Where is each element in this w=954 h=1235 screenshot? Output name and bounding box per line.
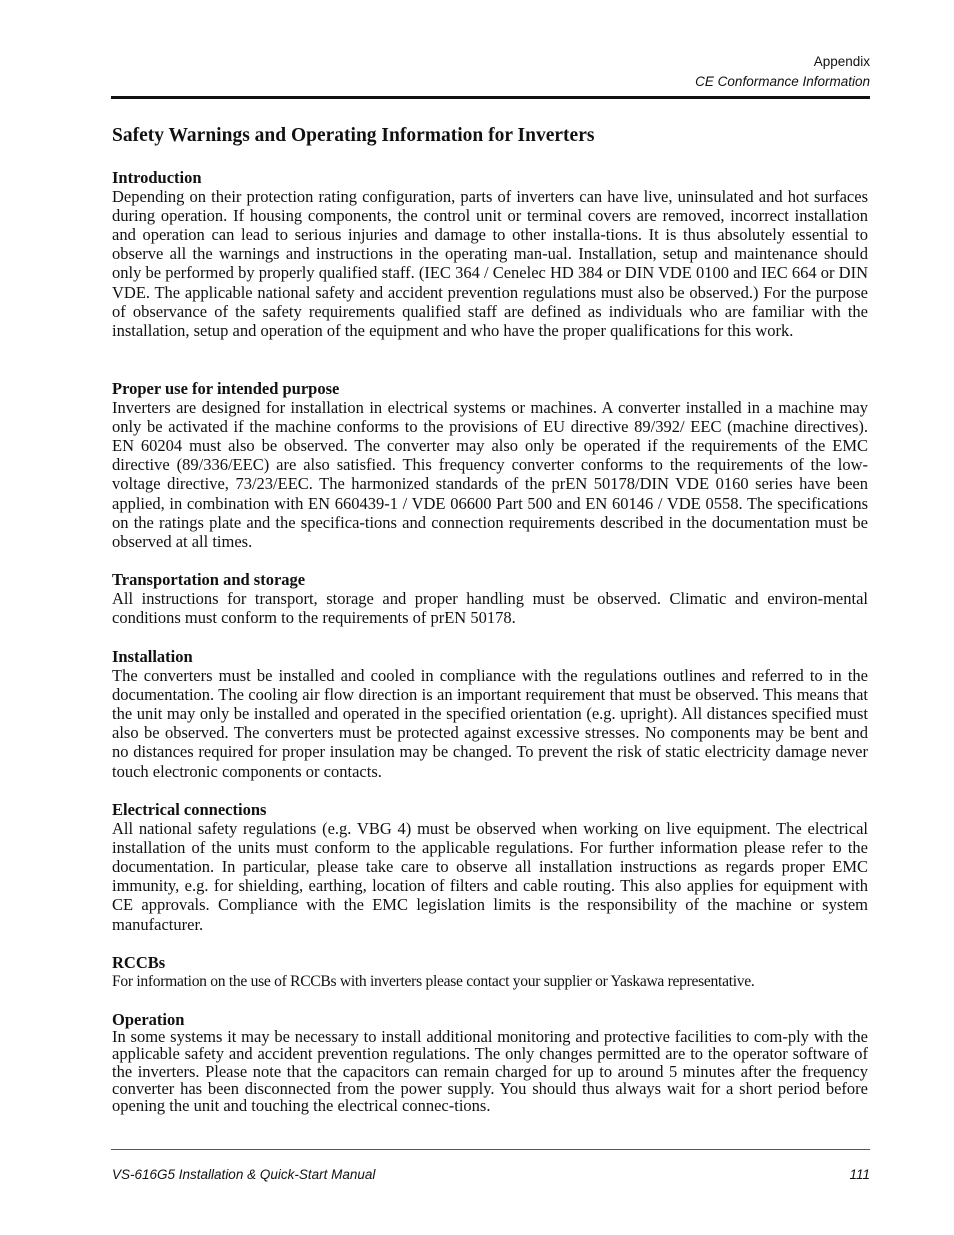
running-header xyxy=(695,52,870,92)
section-operation xyxy=(112,1011,868,1114)
section-body: All instructions for transport, storage and proper handling must be observed. Climatic and environ-mental conditions must conform to the requirements of prEN 50178. xyxy=(112,589,868,628)
section-body: In some systems it may be necessary to install additional monitoring and protective facilities to com-ply with the applicable safety and accident prevention regulations. The only changes permitted are to the operator software of the inverters. Please note that the capacitors can remain charged for up to around 5 minutes after the frequency converter has been disconnected from the power supply. You should thus always wait for a short period before opening the unit and touching the electrical connec-tions. xyxy=(112,1027,868,1116)
footer-rule xyxy=(111,1149,870,1150)
section-electrical-connections xyxy=(112,800,868,934)
section-heading: Transportation and storage xyxy=(112,570,306,589)
section-heading: RCCBs xyxy=(112,953,166,972)
header-rule xyxy=(111,96,870,99)
section-body: For information on the use of RCCBs with inverters please contact your supplier or Yaskawa representative. xyxy=(112,973,755,991)
section-introduction xyxy=(112,168,868,340)
page-number: 111 xyxy=(849,1167,870,1182)
section-proper-use xyxy=(112,379,868,551)
section-body: Inverters are designed for installation in electrical systems or machines. A converter installed in a machine may only be activated if the machine conforms to the provisions of EU directive 89/392/ EEC (machine directives). EN 60204 must also be observed. The converter may also only be operated if the requirements of the EMC directive (89/336/EEC) are also satisfied. This frequency converter conforms to the requirements of the low-voltage directive, 73/23/EEC. The harmonized standards of the prEN 50178/DIN VDE 0160 series have been applied, in combination with EN 660439-1 / VDE 06600 Part 500 and EN 60146 / VDE 0558. The specifications on the ratings plate and the specifica-tions and connection requirements described in the documentation must be observed at all times. xyxy=(112,398,868,551)
section-body: The converters must be installed and cooled in compliance with the regulations outlines and referred to in the documentation. The cooling air flow direction is an important requirement that must be observed. This means that the unit may only be installed and operated in the specified orientation (e.g. upright). All distances specified must also be observed. The converters must be protected against excessive stresses. No components may be bent and no distances required for proper insulation may be changed. To prevent the risk of static electricity damage never touch electronic components or contacts. xyxy=(112,666,868,781)
section-rccbs xyxy=(112,953,868,991)
footer-manual-title: VS-616G5 Installation & Quick-Start Manual xyxy=(112,1167,376,1182)
page-title: Safety Warnings and Operating Information for Inverters xyxy=(112,125,595,146)
section-heading: Electrical connections xyxy=(112,800,267,819)
section-body: All national safety regulations (e.g. VBG 4) must be observed when working on live equipment. The electrical installation of the units must conform to the applicable regulations. For further information please refer to the documentation. In particular, please take care to observe all installation instructions as regards proper EMC immunity, e.g. for shielding, earthing, location of filters and cable routing. This also applies for equipment with CE approvals. Compliance with the EMC legislation limits is the responsibility of the machine or system manufacturer. xyxy=(112,819,868,934)
header-subsection: CE Conformance Information xyxy=(695,74,870,89)
section-installation xyxy=(112,647,868,781)
section-heading: Operation xyxy=(112,1010,185,1029)
section-body: Depending on their protection rating configuration, parts of inverters can have live, uninsulated and hot surfaces during operation. If housing components, the control unit or terminal covers are removed, incorrect installation and operation can lead to serious injuries and damage to other installa-tions. It is thus absolutely essential to observe all the warnings and instructions in the operating man-ual. Installation, setup and maintenance should only be performed by properly qualified staff. (IEC 364 / Cenelec HD 384 or DIN VDE 0100 and IEC 664 or DIN VDE. The applicable national safety and accident prevention regulations must also be observed.) For the purpose of observance of the safety requirements qualified staff are defined as individuals who are familiar with the installation, setup and operation of the equipment and who have the proper qualifications for this work. xyxy=(112,187,868,340)
header-section: Appendix xyxy=(813,54,870,69)
section-heading: Installation xyxy=(112,647,193,666)
section-transportation xyxy=(112,570,868,627)
section-heading: Proper use for intended purpose xyxy=(112,379,340,398)
section-heading: Introduction xyxy=(112,168,202,187)
